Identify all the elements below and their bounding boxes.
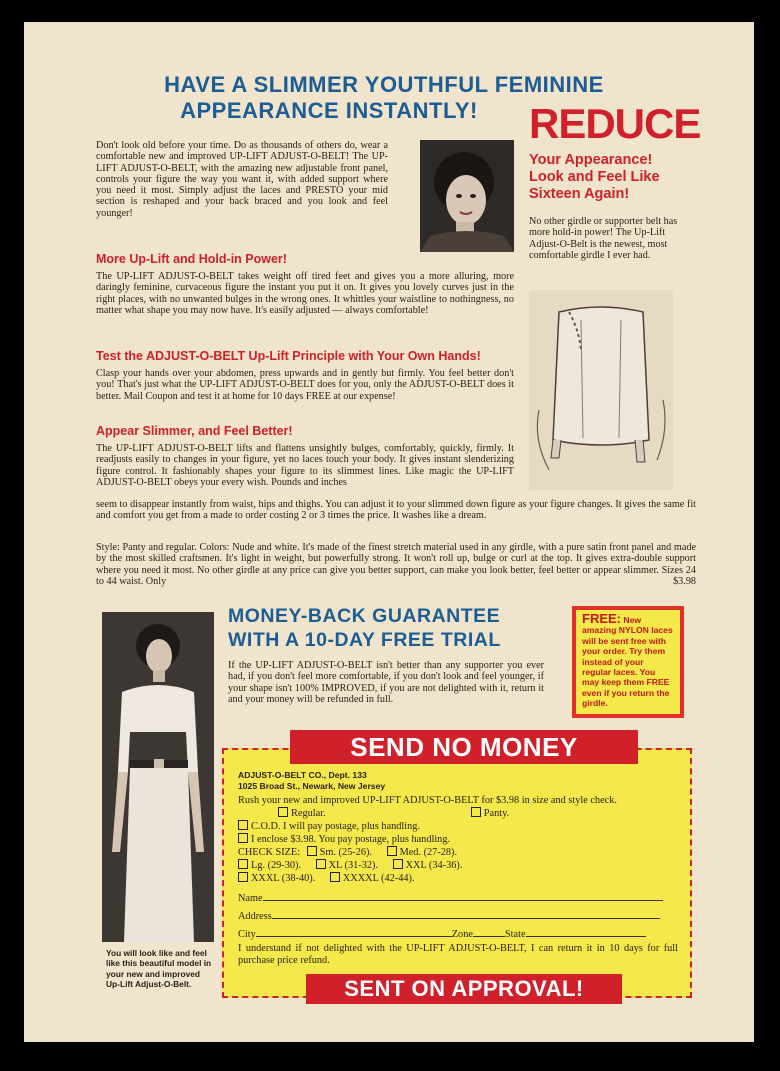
section2-heading: Test the ADJUST-O-BELT Up-Lift Principle with Your Own Hands! bbox=[96, 349, 481, 363]
size-xl-checkbox[interactable] bbox=[316, 859, 326, 869]
ad-page bbox=[24, 22, 754, 1042]
size-row-2 bbox=[238, 859, 678, 872]
size-row-1 bbox=[238, 846, 678, 859]
city-label: City bbox=[238, 929, 256, 940]
enclose-label: I enclose $3.98. You pay postage, plus handling. bbox=[251, 834, 451, 845]
size-xxxl-checkbox[interactable] bbox=[238, 872, 248, 882]
city-row bbox=[238, 929, 678, 941]
guarantee-line-2: WITH A 10-DAY FREE TRIAL bbox=[228, 629, 501, 651]
section2-text: Clasp your hands over your abdomen, press upwards and in gently but firmly. You feel better don't you! That's just what the UP-LIFT ADJUST-O-BELT does for you, only the ADJUST-O-BELT does it better. Mail Coupon and test it at home for 10 days FREE at our expense! bbox=[96, 368, 514, 402]
model-caption: You will look like and feel like this beautiful model in your new and improved Up-Lift Adjust-O-Belt. bbox=[106, 948, 212, 990]
understand-text: I understand if not delighted with the UP-LIFT ADJUST-O-BELT, I can return it in 10 days for full purchase price refund. bbox=[238, 943, 678, 966]
section1-heading: More Up-Lift and Hold-in Power! bbox=[96, 252, 287, 266]
size-row-3 bbox=[238, 872, 678, 885]
cod-option bbox=[238, 820, 678, 833]
intro-paragraph: Don't look old before your time. Do as thousands of others do, wear a comfortable new and improved UP-LIFT ADJUST-O-BELT! The UP-LIFT ADJUST-O-BELT, with the amazing new adjustable front panel, controls your figure the way you want it, with added support where you need it most. Simply adjust the laces and PRESTO your mid section is reshaped and your back braced and you look and feel younger! bbox=[96, 140, 388, 219]
section1-text: The UP-LIFT ADJUST-O-BELT takes weight off tired feet and gives you a more alluring, more daringly feminine, curvaceous figure the instant you put it on. It gives you lovely curves just in the right places, with no unwanted bulges in the wrong ones. It whittles your waistline to nothingness, no matter what shape you may now have. It's easily adjusted — always comfortable! bbox=[96, 271, 514, 316]
size-lg-label: Lg. (29-30). bbox=[251, 860, 302, 871]
guarantee-text: If the UP-LIFT ADJUST-O-BELT isn't better than any supporter you ever had, if you don't feel more comfortable, if you don't look and feel younger, if your shape isn't 100% IMPROVED, if you are not delighted with it, return it and your money will be refunded in full. bbox=[228, 660, 544, 705]
free-laces-box bbox=[572, 606, 684, 718]
size-med-checkbox[interactable] bbox=[387, 846, 397, 856]
name-row bbox=[238, 893, 678, 905]
section3-text-wide: seem to disappear instantly from waist, hips and thighs. You can adjust it to your slimmed down figure as your figure changes. It gives the same fit and comfort you get from a made to order costing 2 or 3 times the price. It washes like a dream. bbox=[96, 499, 696, 522]
panty-checkbox[interactable] bbox=[471, 807, 481, 817]
model-photo bbox=[102, 612, 214, 942]
size-xxxl-label: XXXL (38-40). bbox=[251, 873, 316, 884]
section3-text-narrow: The UP-LIFT ADJUST-O-BELT lifts and flattens unsightly bulges, comfortably, quickly, firmly. It readjusts easily to changes in your figure, yet no laces touch your body. It gives instant slenderizing figure control. It fashionably shapes your figure to its slimmest lines. Like magic the UP-LIFT ADJUST-O-BELT obeys your every wish. Pounds and inches bbox=[96, 443, 514, 488]
size-xxl-checkbox[interactable] bbox=[393, 859, 403, 869]
style-options bbox=[238, 807, 678, 820]
size-sm-checkbox[interactable] bbox=[307, 846, 317, 856]
style-paragraph bbox=[96, 542, 696, 587]
coupon-body bbox=[238, 770, 678, 967]
price: $3.98 bbox=[673, 575, 696, 587]
regular-label: Regular. bbox=[291, 808, 326, 819]
regular-checkbox[interactable] bbox=[278, 807, 288, 817]
state-field[interactable] bbox=[526, 936, 646, 937]
cod-label: C.O.D. I will pay postage, plus handling. bbox=[251, 821, 421, 832]
cod-checkbox[interactable] bbox=[238, 820, 248, 830]
state-label: State bbox=[504, 929, 526, 940]
style-text: Style: Panty and regular. Colors: Nude and white. It's made of the finest stretch material used in any girdle, with a pure satin front panel and made by the most skilled craftsmen. It's light in weight, but powerfully strong. It won't roll up, bulge or curl at the top. It gives extra-double support where you need it most. No other girdle at any price can give you better support, can make you look better, feel better or appear slimmer. Sizes 24 to 44 waist. Only bbox=[96, 542, 696, 587]
guarantee-line-1: MONEY-BACK GUARANTEE bbox=[228, 605, 501, 627]
name-field[interactable] bbox=[263, 900, 663, 901]
city-field[interactable] bbox=[256, 936, 452, 937]
address-row bbox=[238, 911, 678, 923]
girdle-illustration bbox=[529, 290, 673, 490]
sent-on-approval-banner: SENT ON APPROVAL! bbox=[306, 974, 622, 1004]
address-label: Address bbox=[238, 911, 272, 922]
order-coupon bbox=[222, 748, 692, 998]
size-lg-checkbox[interactable] bbox=[238, 859, 248, 869]
size-med-label: Med. (27-28). bbox=[399, 847, 458, 858]
reduce-text: No other girdle or supporter belt has more hold-in power! The Up-Lift Adjust-O-Belt is the newest, most comfortable girdle I ever had. bbox=[529, 216, 678, 261]
enclose-option bbox=[238, 833, 678, 846]
reduce-subtitle: Your Appearance! Look and Feel Like Sixteen Again! bbox=[529, 152, 660, 202]
headline-line-1: HAVE A SLIMMER YOUTHFUL FEMININE bbox=[164, 72, 604, 97]
coupon-address: 1025 Broad St., Newark, New Jersey bbox=[238, 781, 386, 791]
woman-portrait-photo bbox=[420, 140, 514, 252]
size-xxxxl-label: XXXXL (42-44). bbox=[342, 873, 415, 884]
headline-line-2: APPEARANCE INSTANTLY! bbox=[180, 98, 478, 123]
size-xxl-label: XXL (34-36). bbox=[405, 860, 463, 871]
coupon-company: ADJUST-O-BELT CO., Dept. 133 bbox=[238, 770, 367, 780]
size-sm-label: Sm. (25-26). bbox=[319, 847, 372, 858]
guarantee-heading bbox=[228, 604, 558, 652]
send-no-money-banner: SEND NO MONEY bbox=[290, 730, 638, 764]
coupon-rush-text: Rush your new and improved UP-LIFT ADJUST-O-BELT for $3.98 in size and style check. bbox=[238, 795, 617, 806]
reduce-title: REDUCE bbox=[529, 100, 701, 147]
section3-heading: Appear Slimmer, and Feel Better! bbox=[96, 424, 293, 438]
panty-label: Panty. bbox=[483, 808, 510, 819]
check-size-label: CHECK SIZE: bbox=[238, 847, 301, 858]
address-field[interactable] bbox=[272, 918, 660, 919]
size-xl-label: XL (31-32). bbox=[328, 860, 378, 871]
enclose-checkbox[interactable] bbox=[238, 833, 248, 843]
free-label: FREE: bbox=[582, 611, 621, 626]
zone-label: Zone bbox=[451, 929, 473, 940]
free-text: New amazing NYLON laces will be sent free with your order. Try them instead of your regular laces. You may keep them FREE even if you return the girdle. bbox=[582, 615, 673, 709]
zone-field[interactable] bbox=[473, 936, 505, 937]
size-xxxxl-checkbox[interactable] bbox=[330, 872, 340, 882]
name-label: Name bbox=[238, 893, 263, 904]
